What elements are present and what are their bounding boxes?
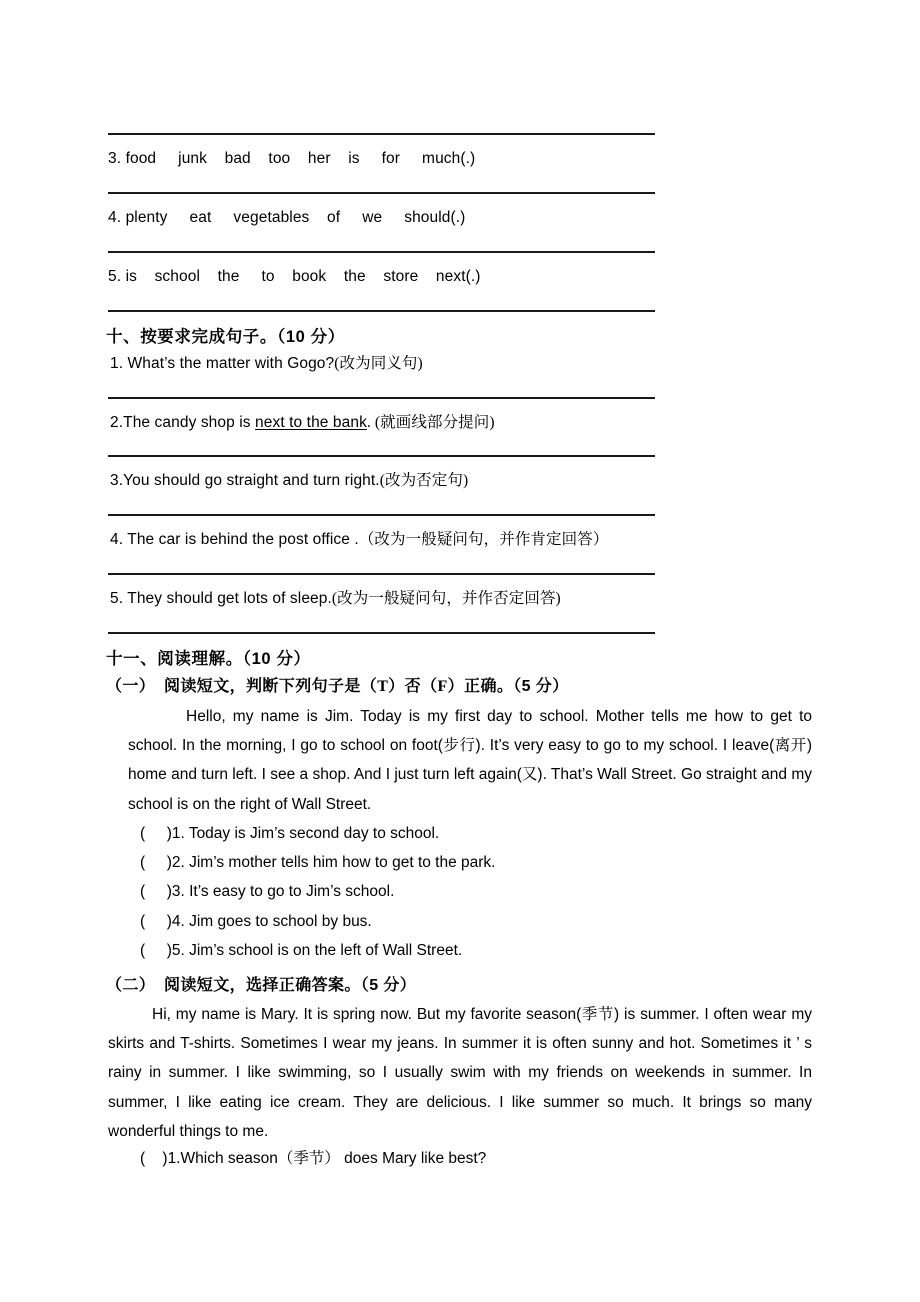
scramble-item-3-number: 3. [108, 150, 122, 167]
answer-rule-line [108, 310, 655, 312]
tf-question-3-bracket[interactable]: ( ) [140, 883, 172, 900]
transform-item-2-instruction: . (就画线部分提问) [366, 414, 495, 431]
tf-question-1-bracket[interactable]: ( ) [140, 825, 172, 842]
tf-question-4 [140, 913, 372, 931]
section-eleven-heading [106, 645, 311, 669]
scramble-item-3 [108, 150, 475, 168]
tf-question-3-text: It’s easy to go to Jim’s school. [189, 883, 395, 900]
choice-question-1 [140, 1146, 486, 1168]
transform-item-3 [110, 472, 468, 490]
part-one-heading-text: （一） 阅读短文，判断下列句子是（T）否（F）正确。（ [106, 678, 522, 695]
tf-question-4-text: Jim goes to school by bus. [189, 913, 372, 930]
transform-item-1-instruction: (改为同义句) [334, 355, 423, 372]
transform-item-1 [110, 355, 423, 373]
tf-question-1 [140, 825, 439, 843]
scramble-item-5-number: 5. [108, 268, 122, 285]
answer-rule-line [108, 397, 655, 399]
transform-item-4-instruction: （改为一般疑问句，并作肯定回答） [358, 531, 609, 548]
answer-rule-line [108, 251, 655, 253]
tf-question-2-number: 2. [171, 854, 190, 871]
tf-question-5 [140, 942, 462, 960]
section-ten-score: 10 分 [285, 328, 328, 346]
transform-item-3-number: 3. [110, 472, 124, 489]
part-two-heading [106, 972, 416, 995]
section-eleven-heading-text: 十一、阅读理解。（ [106, 649, 252, 668]
part-one-heading [106, 673, 569, 696]
choice-question-1-bracket[interactable]: ( ) [140, 1150, 168, 1167]
transform-item-2 [110, 414, 495, 432]
transform-item-5-number: 5. [110, 590, 128, 607]
transform-item-5 [110, 590, 561, 608]
scramble-item-3-text: food junk bad too her is for much(.) [125, 150, 476, 167]
section-ten-heading-close: ） [327, 327, 345, 346]
section-ten-heading-text: 十、按要求完成句子。（ [106, 327, 286, 346]
transform-item-4-text: The car is behind the post office . [127, 531, 359, 548]
transform-item-5-text: They should get lots of sleep. [127, 590, 332, 607]
answer-rule-line [108, 133, 655, 135]
transform-item-1-number: 1. [110, 355, 128, 372]
tf-question-5-bracket[interactable]: ( ) [140, 942, 172, 959]
transform-item-5-instruction: (改为一般疑问句，并作否定回答) [331, 590, 561, 607]
choice-question-1-number: 1. [167, 1150, 181, 1167]
answer-rule-line [108, 514, 655, 516]
part-two-heading-text: （二） 阅读短文，选择正确答案。（ [106, 977, 370, 994]
tf-question-1-number: 1. [171, 825, 189, 842]
scramble-item-5 [108, 268, 481, 286]
tf-question-3-number: 3. [171, 883, 190, 900]
tf-question-2 [140, 854, 496, 872]
transform-item-2-text: The candy shop is [123, 414, 256, 431]
part-two-heading-close: ） [399, 977, 417, 994]
transform-item-2-underlined-phrase: next to the bank [255, 414, 367, 431]
scramble-item-4-text: plenty eat vegetables of we should(.) [125, 209, 466, 226]
answer-rule-line [108, 192, 655, 194]
tf-question-4-number: 4. [171, 913, 190, 930]
transform-item-3-instruction: (改为否定句) [379, 472, 469, 489]
transform-item-1-text: What’s the matter with Gogo? [127, 355, 335, 372]
passage-two-text: Hi, my name is Mary. It is spring now. But my favorite season(季节) is summer. I often wear my skirts and T-shirts. Sometimes I wear my jeans. In summer it is often sunny and hot. Sometimes it ’ s rainy in summer. I like swimming, so I usually swim with my friends on weekends in summer. In summer, I like eating ice cream. They are delicious. I like summer so much. It brings so many wonderful things to me. [108, 1006, 812, 1140]
section-eleven-score: 10 分 [251, 650, 294, 668]
tf-question-5-text: Jim’s school is on the left of Wall Street. [189, 942, 463, 959]
answer-rule-line [108, 573, 655, 575]
transform-item-3-text: You should go straight and turn right. [123, 472, 380, 489]
tf-question-2-bracket[interactable]: ( ) [140, 854, 172, 871]
part-two-score: 5 分 [369, 977, 400, 994]
passage-one-text: Hello, my name is Jim. Today is my first day to school. Mother tells me how to get to school. In the morning, I go to school on foot(步行). It’s very easy to go to my school. I leave(离开) home and turn left. I see a shop. And I just turn left again(又). That’s Wall Street. Go straight and my school is on the right of Wall Street. [128, 708, 812, 813]
transform-item-4-number: 4. [110, 531, 128, 548]
part-one-score: 5 分 [521, 678, 553, 695]
tf-question-1-text: Today is Jim’s second day to school. [188, 825, 440, 842]
section-ten-heading [106, 323, 345, 347]
tf-question-5-number: 5. [171, 942, 190, 959]
tf-question-4-bracket[interactable]: ( ) [140, 913, 172, 930]
scramble-item-4 [108, 209, 465, 227]
section-eleven-heading-close: ） [293, 649, 311, 668]
scramble-item-4-number: 4. [108, 209, 122, 226]
tf-question-3 [140, 883, 394, 901]
choice-question-1-text: Which season（季节） does Mary like best? [180, 1150, 487, 1167]
answer-rule-line [108, 632, 655, 634]
part-one-heading-close: ） [552, 678, 569, 695]
scramble-item-5-text: is school the to book the store next(.) [125, 268, 481, 285]
tf-question-2-text: Jim’s mother tells him how to get to the park. [189, 854, 496, 871]
transform-item-4 [110, 531, 608, 549]
answer-rule-line [108, 455, 655, 457]
transform-item-2-number: 2. [110, 414, 124, 431]
